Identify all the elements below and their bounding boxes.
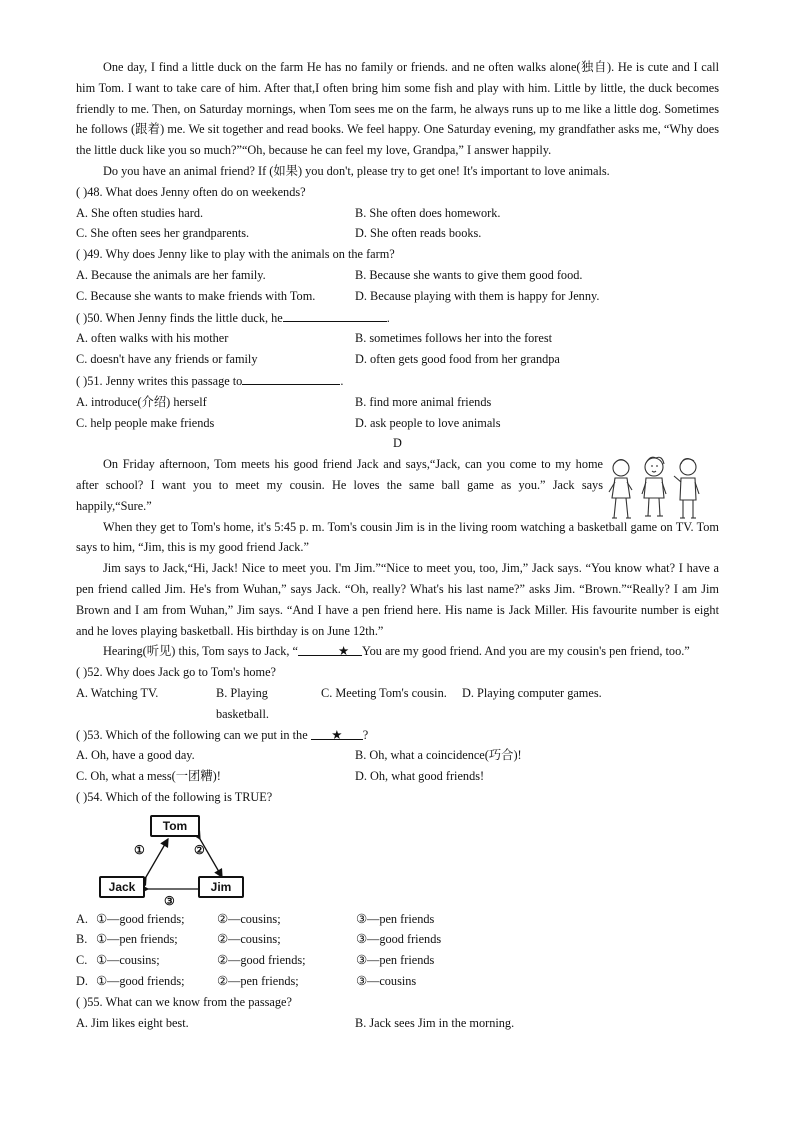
option-a[interactable]: A. often walks with his mother	[76, 331, 229, 346]
question-55-options	[76, 1013, 719, 1034]
option-a[interactable]: A. She often studies hard.	[76, 205, 204, 220]
relationship-diagram	[96, 815, 719, 909]
node-jack: Jack	[99, 876, 145, 898]
option-b[interactable]: B. Jack sees Jim in the morning.	[355, 1015, 515, 1030]
question-48-stem: ( )48. What does Jenny often do on weekends?	[76, 184, 306, 199]
option-d[interactable]: D. Oh, what good friends!	[355, 769, 485, 784]
question-54-option-a[interactable]: A. ①—good friends; ②—cousins; ③—pen friends	[76, 911, 435, 926]
question-49-options	[76, 265, 719, 307]
star-blank[interactable]: ★	[298, 641, 362, 656]
option-c[interactable]: C. help people make friends	[76, 415, 215, 430]
passage-c-paragraph-2: Do you have an animal friend? If (如果) you don't, please try to get one! It's important to love animals.	[103, 163, 610, 178]
question-52-stem: ( )52. Why does Jack go to Tom's home?	[76, 665, 277, 680]
option-c[interactable]: C. Meeting Tom's cousin.	[321, 685, 447, 700]
question-54-stem: ( )54. Which of the following is TRUE?	[76, 789, 273, 804]
option-b[interactable]: B. Because she wants to give them good food.	[355, 267, 583, 282]
node-tom: Tom	[150, 815, 200, 837]
star-blank[interactable]: ★	[311, 725, 363, 740]
option-d[interactable]: D. Because playing with them is happy for Jenny.	[355, 288, 600, 303]
question-51-options	[76, 392, 719, 434]
section-d-passage	[76, 454, 719, 516]
section-d-paragraph-4: Hearing(听见) this, Tom says to Jack, “ ★ You are my good friend. And you are my cousin's pen friend, too.”	[76, 641, 719, 662]
question-50-options	[76, 328, 719, 370]
three-boys-illustration-icon	[605, 454, 705, 526]
answer-blank[interactable]	[242, 370, 340, 385]
node-jim: Jim	[198, 876, 244, 898]
question-54-option-c[interactable]: C. ①—cousins; ②—good friends; ③—pen friends	[76, 953, 435, 968]
question-51-stem: ( )51. Jenny writes this passage to .	[76, 370, 719, 392]
option-b[interactable]: B. She often does homework.	[355, 205, 501, 220]
worksheet-page	[76, 57, 719, 1033]
option-b[interactable]: B. sometimes follows her into the forest	[355, 331, 553, 346]
option-c[interactable]: C. doesn't have any friends or family	[76, 352, 258, 367]
arrow-label-2: ②	[194, 842, 205, 857]
question-54-option-b[interactable]: B. ①—pen friends; ②—cousins; ③—good friends	[76, 932, 442, 947]
option-b[interactable]: B. Oh, what a coincidence(巧合)!	[355, 748, 522, 763]
question-53-options	[76, 745, 719, 787]
question-50-stem: ( )50. When Jenny finds the little duck, he .	[76, 307, 719, 329]
option-b[interactable]: B. Playing basketball.	[216, 685, 269, 721]
section-d-paragraph-3: Jim says to Jack,“Hi, Jack! Nice to meet you. I'm Jim.”“Nice to meet you, too, Jim,” Jack says. “You know what? I have a pen friend called Jim. He's from Wuhan,” says Jack. “Oh, really? What's his last name?” asks Jim. “Brown.”“Really? I am Jim Brown and I am from Wuhan,” Jim says. “And I have a pen friend here. His name is Jack Miller. His favourite number is eight and he loves playing basketball. His birthday is on June 12th.”	[76, 561, 719, 638]
option-d[interactable]: D. Playing computer games.	[462, 685, 602, 700]
option-a[interactable]: A. introduce(介绍) herself	[76, 394, 207, 409]
option-d[interactable]: D. often gets good food from her grandpa	[355, 352, 560, 367]
section-d-paragraph-2: When they get to Tom's home, it's 5:45 p. m. Tom's cousin Jim is in the living room watching a basketball game on TV. Tom says to him, “Jim, this is my good friend Jack.”	[76, 519, 719, 555]
answer-blank[interactable]	[283, 307, 387, 322]
option-a[interactable]: A. Because the animals are her family.	[76, 267, 266, 282]
question-49-stem: ( )49. Why does Jenny like to play with the animals on the farm?	[76, 247, 395, 262]
section-d-paragraph-1: On Friday afternoon, Tom meets his good friend Jack and says,“Jack, can you come to my home after school? I want you to meet my cousin. He loves the same ball game as you.” Jack says happily,“Sure.”	[76, 457, 603, 513]
option-c[interactable]: C. Oh, what a mess(一团糟)!	[76, 769, 221, 784]
option-c[interactable]: C. Because she wants to make friends with Tom.	[76, 288, 316, 303]
option-a[interactable]: A. Oh, have a good day.	[76, 748, 195, 763]
question-48-options	[76, 203, 719, 245]
passage-c-paragraph-1: One day, I find a little duck on the farm He has no family or friends. and ne often walks alone(独自). He is cute and I call him Tom. I want to take care of him. After that,I often bring him some fish and play with him. Little by little, the duck becomes friendly to me. Then, on Saturday mornings, when Tom sees me on the farm, he always runs up to me like a little dog. Sometimes he follows (跟着) me. We sit together and read books. We feel happy. One Saturday evening, my grandfather asks me, “Why does the little duck like you so much?”“Oh, because he can feel my love, Grandpa,” I answer happily.	[76, 60, 719, 158]
option-b[interactable]: B. find more animal friends	[355, 394, 492, 409]
question-54-option-d[interactable]: D. ①—good friends; ②—pen friends; ③—cousins	[76, 974, 417, 989]
arrow-label-1: ①	[134, 842, 145, 857]
question-52-options	[76, 683, 719, 725]
option-c[interactable]: C. She often sees her grandparents.	[76, 226, 250, 241]
section-d-label: D	[393, 436, 402, 451]
question-53-stem: ( )53. Which of the following can we put in the ★ ?	[76, 725, 719, 746]
option-a[interactable]: A. Watching TV.	[76, 685, 159, 700]
arrow-label-3: ③	[164, 893, 175, 908]
option-d[interactable]: D. She often reads books.	[355, 226, 482, 241]
question-55-stem: ( )55. What can we know from the passage?	[76, 994, 292, 1009]
option-d[interactable]: D. ask people to love animals	[355, 415, 501, 430]
option-a[interactable]: A. Jim likes eight best.	[76, 1015, 189, 1030]
